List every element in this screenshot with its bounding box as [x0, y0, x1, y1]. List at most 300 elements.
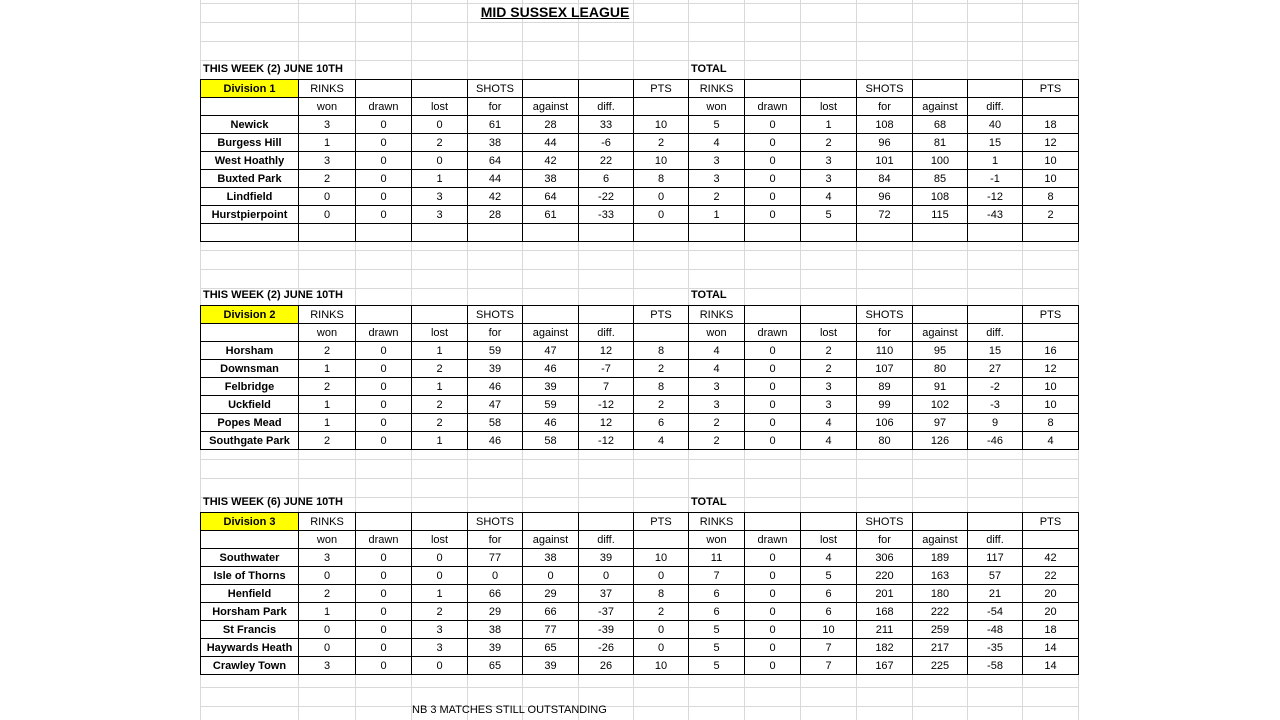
club-name: Horsham Park: [201, 603, 299, 621]
subheader-cell: won: [689, 98, 745, 116]
stat-cell: [1023, 224, 1079, 242]
stat-cell: 0: [745, 414, 801, 432]
stat-cell: 0: [634, 567, 689, 585]
stat-cell: 2: [299, 585, 356, 603]
stat-cell: 1: [412, 170, 468, 188]
stat-cell: 39: [468, 360, 523, 378]
stat-cell: 28: [523, 116, 579, 134]
subheader-cell: against: [913, 98, 968, 116]
stat-cell: [968, 224, 1023, 242]
grid-row-line: [200, 706, 1079, 707]
grid-row-line: [200, 41, 1079, 42]
stat-cell: 1: [412, 585, 468, 603]
stat-cell: 3: [801, 152, 857, 170]
total-label: TOTAL: [691, 63, 727, 75]
week-label: THIS WEEK (2) JUNE 10TH: [203, 289, 343, 301]
club-name: Southgate Park: [201, 432, 299, 450]
stat-cell: 7: [801, 639, 857, 657]
subheader-cell: drawn: [745, 531, 801, 549]
stat-cell: 2: [689, 432, 745, 450]
stat-cell: 12: [1023, 134, 1079, 152]
stat-cell: 0: [634, 206, 689, 224]
header-cell: RINKS: [689, 80, 745, 98]
header-cell: [968, 80, 1023, 98]
table-row: [201, 549, 1079, 567]
stat-cell: 33: [579, 116, 634, 134]
stat-cell: 0: [356, 621, 412, 639]
stat-cell: -22: [579, 188, 634, 206]
club-name: Newick: [201, 116, 299, 134]
stat-cell: 10: [801, 621, 857, 639]
header-cell: [745, 306, 801, 324]
page-title: MID SUSSEX LEAGUE: [480, 4, 630, 20]
stat-cell: 0: [634, 621, 689, 639]
subheader-cell: [634, 531, 689, 549]
stat-cell: 189: [913, 549, 968, 567]
stat-cell: 0: [356, 188, 412, 206]
stat-cell: 0: [745, 603, 801, 621]
stat-cell: 12: [579, 342, 634, 360]
stat-cell: 91: [913, 378, 968, 396]
stat-cell: 4: [801, 414, 857, 432]
stat-cell: 0: [634, 188, 689, 206]
stat-cell: 29: [523, 585, 579, 603]
stat-cell: 6: [689, 585, 745, 603]
club-name: St Francis: [201, 621, 299, 639]
stat-cell: 0: [356, 152, 412, 170]
stat-cell: 167: [857, 657, 913, 675]
stat-cell: 100: [913, 152, 968, 170]
table-row: [201, 621, 1079, 639]
stat-cell: 2: [634, 396, 689, 414]
stat-cell: 9: [968, 414, 1023, 432]
stat-cell: 42: [1023, 549, 1079, 567]
stat-cell: 0: [745, 432, 801, 450]
stat-cell: [634, 224, 689, 242]
stat-cell: 1: [801, 116, 857, 134]
stat-cell: 42: [523, 152, 579, 170]
subheader-row: [201, 324, 1079, 342]
stat-cell: 0: [745, 360, 801, 378]
stat-cell: 2: [299, 432, 356, 450]
subheader-cell: diff.: [968, 98, 1023, 116]
header-cell: RINKS: [689, 513, 745, 531]
stat-cell: 3: [299, 657, 356, 675]
club-name: Popes Mead: [201, 414, 299, 432]
subheader-cell: [634, 98, 689, 116]
subheader-cell: drawn: [356, 324, 412, 342]
club-name: Uckfield: [201, 396, 299, 414]
stat-cell: 0: [412, 152, 468, 170]
blank-cell: [201, 324, 299, 342]
stat-cell: 66: [468, 585, 523, 603]
stat-cell: 2: [412, 360, 468, 378]
club-name: Horsham: [201, 342, 299, 360]
stat-cell: 29: [468, 603, 523, 621]
stat-cell: 18: [1023, 621, 1079, 639]
stat-cell: 7: [689, 567, 745, 585]
stat-cell: 0: [745, 170, 801, 188]
outstanding-matches-note: NB 3 MATCHES STILL OUTSTANDING: [412, 704, 607, 716]
stat-cell: 61: [468, 116, 523, 134]
header-cell: [523, 80, 579, 98]
grid-row-line: [200, 478, 1079, 479]
stat-cell: 85: [913, 170, 968, 188]
subheader-cell: [634, 324, 689, 342]
stat-cell: 12: [1023, 360, 1079, 378]
stat-cell: 2: [412, 603, 468, 621]
header-row: [201, 306, 1079, 324]
stat-cell: 72: [857, 206, 913, 224]
stat-cell: 4: [689, 342, 745, 360]
header-cell: [523, 513, 579, 531]
stat-cell: 101: [857, 152, 913, 170]
stat-cell: 61: [523, 206, 579, 224]
total-label: TOTAL: [691, 496, 727, 508]
header-cell: PTS: [634, 513, 689, 531]
stat-cell: 0: [745, 549, 801, 567]
stat-cell: [913, 224, 968, 242]
stat-cell: -12: [968, 188, 1023, 206]
header-cell: [801, 306, 857, 324]
table-row: [201, 603, 1079, 621]
stat-cell: 2: [299, 170, 356, 188]
stat-cell: 58: [468, 414, 523, 432]
stat-cell: 0: [356, 342, 412, 360]
table-row: [201, 360, 1079, 378]
stat-cell: 0: [356, 414, 412, 432]
stat-cell: 1: [968, 152, 1023, 170]
stat-cell: 80: [857, 432, 913, 450]
header-cell: SHOTS: [468, 80, 523, 98]
standings-table: [200, 79, 1079, 242]
stat-cell: 1: [299, 603, 356, 621]
header-cell: PTS: [1023, 513, 1079, 531]
stat-cell: 102: [913, 396, 968, 414]
stat-cell: 47: [523, 342, 579, 360]
header-cell: SHOTS: [857, 80, 913, 98]
stat-cell: 108: [913, 188, 968, 206]
stat-cell: 1: [299, 414, 356, 432]
stat-cell: 2: [689, 414, 745, 432]
stat-cell: 44: [523, 134, 579, 152]
stat-cell: 126: [913, 432, 968, 450]
stat-cell: -7: [579, 360, 634, 378]
stat-cell: 106: [857, 414, 913, 432]
stat-cell: 3: [299, 152, 356, 170]
stat-cell: 3: [412, 621, 468, 639]
subheader-cell: won: [299, 531, 356, 549]
club-name: Haywards Heath: [201, 639, 299, 657]
header-cell: PTS: [1023, 80, 1079, 98]
table-row: [201, 116, 1079, 134]
stat-cell: 6: [634, 414, 689, 432]
stat-cell: 46: [468, 432, 523, 450]
stat-cell: -33: [579, 206, 634, 224]
stat-cell: [857, 224, 913, 242]
stat-cell: 4: [689, 134, 745, 152]
stat-cell: -39: [579, 621, 634, 639]
stat-cell: 84: [857, 170, 913, 188]
stat-cell: 14: [1023, 657, 1079, 675]
stat-cell: 1: [299, 396, 356, 414]
stat-cell: 3: [801, 396, 857, 414]
stat-cell: 95: [913, 342, 968, 360]
stat-cell: 64: [523, 188, 579, 206]
table-row: [201, 224, 1079, 242]
header-cell: RINKS: [689, 306, 745, 324]
header-cell: SHOTS: [857, 306, 913, 324]
grid-row-line: [200, 250, 1079, 251]
stat-cell: 0: [745, 396, 801, 414]
stat-cell: 96: [857, 134, 913, 152]
stat-cell: 57: [968, 567, 1023, 585]
stat-cell: 259: [913, 621, 968, 639]
header-row: [201, 513, 1079, 531]
subheader-cell: for: [857, 98, 913, 116]
header-cell: PTS: [634, 306, 689, 324]
stat-cell: 4: [634, 432, 689, 450]
spreadsheet-sheet: [200, 0, 1079, 720]
stat-cell: 225: [913, 657, 968, 675]
subheader-row: [201, 98, 1079, 116]
subheader-cell: for: [857, 324, 913, 342]
club-name: Crawley Town: [201, 657, 299, 675]
subheader-cell: diff.: [968, 531, 1023, 549]
stat-cell: 59: [468, 342, 523, 360]
header-cell: SHOTS: [468, 513, 523, 531]
stat-cell: 0: [745, 378, 801, 396]
stat-cell: 110: [857, 342, 913, 360]
stat-cell: -37: [579, 603, 634, 621]
stat-cell: 5: [689, 116, 745, 134]
subheader-cell: lost: [412, 531, 468, 549]
stat-cell: 0: [299, 188, 356, 206]
stat-cell: 1: [412, 432, 468, 450]
subheader-cell: [1023, 324, 1079, 342]
stat-cell: 4: [689, 360, 745, 378]
standings-table: [200, 512, 1079, 675]
stat-cell: 38: [468, 134, 523, 152]
header-cell: SHOTS: [468, 306, 523, 324]
stat-cell: -2: [968, 378, 1023, 396]
club-name: Hurstpierpoint: [201, 206, 299, 224]
stat-cell: 2: [801, 360, 857, 378]
subheader-cell: lost: [801, 531, 857, 549]
header-cell: [412, 513, 468, 531]
stat-cell: 217: [913, 639, 968, 657]
stat-cell: 180: [913, 585, 968, 603]
table-row: [201, 134, 1079, 152]
header-cell: [745, 513, 801, 531]
stat-cell: [468, 224, 523, 242]
stat-cell: 3: [299, 116, 356, 134]
header-cell: RINKS: [299, 306, 356, 324]
subheader-cell: lost: [412, 98, 468, 116]
subheader-cell: diff.: [579, 531, 634, 549]
header-cell: [412, 306, 468, 324]
header-cell: [412, 80, 468, 98]
stat-cell: 182: [857, 639, 913, 657]
stat-cell: 0: [412, 657, 468, 675]
stat-cell: 0: [468, 567, 523, 585]
stat-cell: 4: [1023, 432, 1079, 450]
division-badge: Division 1: [201, 80, 299, 98]
subheader-cell: won: [689, 531, 745, 549]
stat-cell: 8: [1023, 188, 1079, 206]
stat-cell: 0: [356, 360, 412, 378]
stat-cell: 7: [579, 378, 634, 396]
header-row: [201, 80, 1079, 98]
stat-cell: 8: [634, 378, 689, 396]
stat-cell: 11: [689, 549, 745, 567]
stat-cell: 44: [468, 170, 523, 188]
stat-cell: 0: [745, 188, 801, 206]
stat-cell: 3: [801, 170, 857, 188]
table-row: [201, 639, 1079, 657]
grid-row-line: [200, 687, 1079, 688]
stat-cell: 0: [299, 639, 356, 657]
stat-cell: 27: [968, 360, 1023, 378]
stat-cell: 163: [913, 567, 968, 585]
stat-cell: 58: [523, 432, 579, 450]
table-row: [201, 152, 1079, 170]
stat-cell: 10: [1023, 152, 1079, 170]
division-badge: Division 2: [201, 306, 299, 324]
club-name: Felbridge: [201, 378, 299, 396]
stat-cell: 1: [412, 342, 468, 360]
stat-cell: 2: [689, 188, 745, 206]
stat-cell: 40: [968, 116, 1023, 134]
stat-cell: 0: [745, 657, 801, 675]
blank-cell: [201, 98, 299, 116]
stat-cell: 39: [523, 657, 579, 675]
stat-cell: -43: [968, 206, 1023, 224]
subheader-cell: drawn: [745, 98, 801, 116]
stat-cell: 6: [801, 585, 857, 603]
stat-cell: 0: [356, 567, 412, 585]
header-cell: [579, 80, 634, 98]
stat-cell: 0: [299, 621, 356, 639]
table-row: [201, 396, 1079, 414]
subheader-cell: for: [468, 98, 523, 116]
subheader-cell: against: [523, 531, 579, 549]
stat-cell: 4: [801, 549, 857, 567]
stat-cell: 2: [634, 360, 689, 378]
stat-cell: 22: [1023, 567, 1079, 585]
stat-cell: 306: [857, 549, 913, 567]
stat-cell: 18: [1023, 116, 1079, 134]
stat-cell: 3: [412, 206, 468, 224]
header-cell: [523, 306, 579, 324]
grid-row-line: [200, 459, 1079, 460]
stat-cell: 46: [468, 378, 523, 396]
club-name: [201, 224, 299, 242]
stat-cell: 2: [634, 134, 689, 152]
stat-cell: 6: [579, 170, 634, 188]
division-badge: Division 3: [201, 513, 299, 531]
stat-cell: 222: [913, 603, 968, 621]
stat-cell: 0: [745, 621, 801, 639]
stat-cell: 7: [801, 657, 857, 675]
stat-cell: 0: [745, 206, 801, 224]
stat-cell: 0: [356, 396, 412, 414]
stat-cell: 42: [468, 188, 523, 206]
stat-cell: 2: [412, 134, 468, 152]
stat-cell: 0: [745, 152, 801, 170]
table-row: [201, 567, 1079, 585]
header-cell: [356, 513, 412, 531]
stat-cell: 8: [634, 342, 689, 360]
stat-cell: 5: [689, 657, 745, 675]
stat-cell: 0: [745, 116, 801, 134]
stat-cell: 0: [412, 116, 468, 134]
stat-cell: 68: [913, 116, 968, 134]
stat-cell: 0: [412, 567, 468, 585]
stat-cell: 3: [412, 188, 468, 206]
stat-cell: 6: [801, 603, 857, 621]
stat-cell: -46: [968, 432, 1023, 450]
stat-cell: 3: [299, 549, 356, 567]
club-name: Downsman: [201, 360, 299, 378]
subheader-cell: for: [468, 324, 523, 342]
header-cell: [356, 80, 412, 98]
stat-cell: [689, 224, 745, 242]
stat-cell: 2: [412, 396, 468, 414]
stat-cell: [801, 224, 857, 242]
stat-cell: 2: [801, 134, 857, 152]
standings-table: [200, 305, 1079, 450]
stat-cell: 0: [745, 585, 801, 603]
stat-cell: -48: [968, 621, 1023, 639]
stat-cell: 0: [634, 639, 689, 657]
stat-cell: 81: [913, 134, 968, 152]
stat-cell: 117: [968, 549, 1023, 567]
subheader-cell: won: [689, 324, 745, 342]
stat-cell: 168: [857, 603, 913, 621]
stat-cell: 0: [356, 549, 412, 567]
header-cell: [968, 513, 1023, 531]
stat-cell: 1: [689, 206, 745, 224]
total-label: TOTAL: [691, 289, 727, 301]
stat-cell: [412, 224, 468, 242]
stat-cell: 10: [634, 657, 689, 675]
stat-cell: -35: [968, 639, 1023, 657]
stat-cell: 3: [412, 639, 468, 657]
stat-cell: 0: [579, 567, 634, 585]
subheader-cell: against: [523, 324, 579, 342]
header-cell: PTS: [634, 80, 689, 98]
week-label: THIS WEEK (6) JUNE 10TH: [203, 496, 343, 508]
stat-cell: 47: [468, 396, 523, 414]
stat-cell: 0: [356, 134, 412, 152]
subheader-cell: lost: [801, 98, 857, 116]
header-cell: [745, 80, 801, 98]
stat-cell: 0: [299, 567, 356, 585]
stat-cell: -12: [579, 432, 634, 450]
table-row: [201, 342, 1079, 360]
stat-cell: 1: [412, 378, 468, 396]
stat-cell: 77: [523, 621, 579, 639]
week-label: THIS WEEK (2) JUNE 10TH: [203, 63, 343, 75]
stat-cell: 10: [634, 116, 689, 134]
stat-cell: 0: [356, 657, 412, 675]
table-row: [201, 657, 1079, 675]
table-row: [201, 188, 1079, 206]
stat-cell: 2: [299, 342, 356, 360]
club-name: Henfield: [201, 585, 299, 603]
header-cell: [801, 513, 857, 531]
